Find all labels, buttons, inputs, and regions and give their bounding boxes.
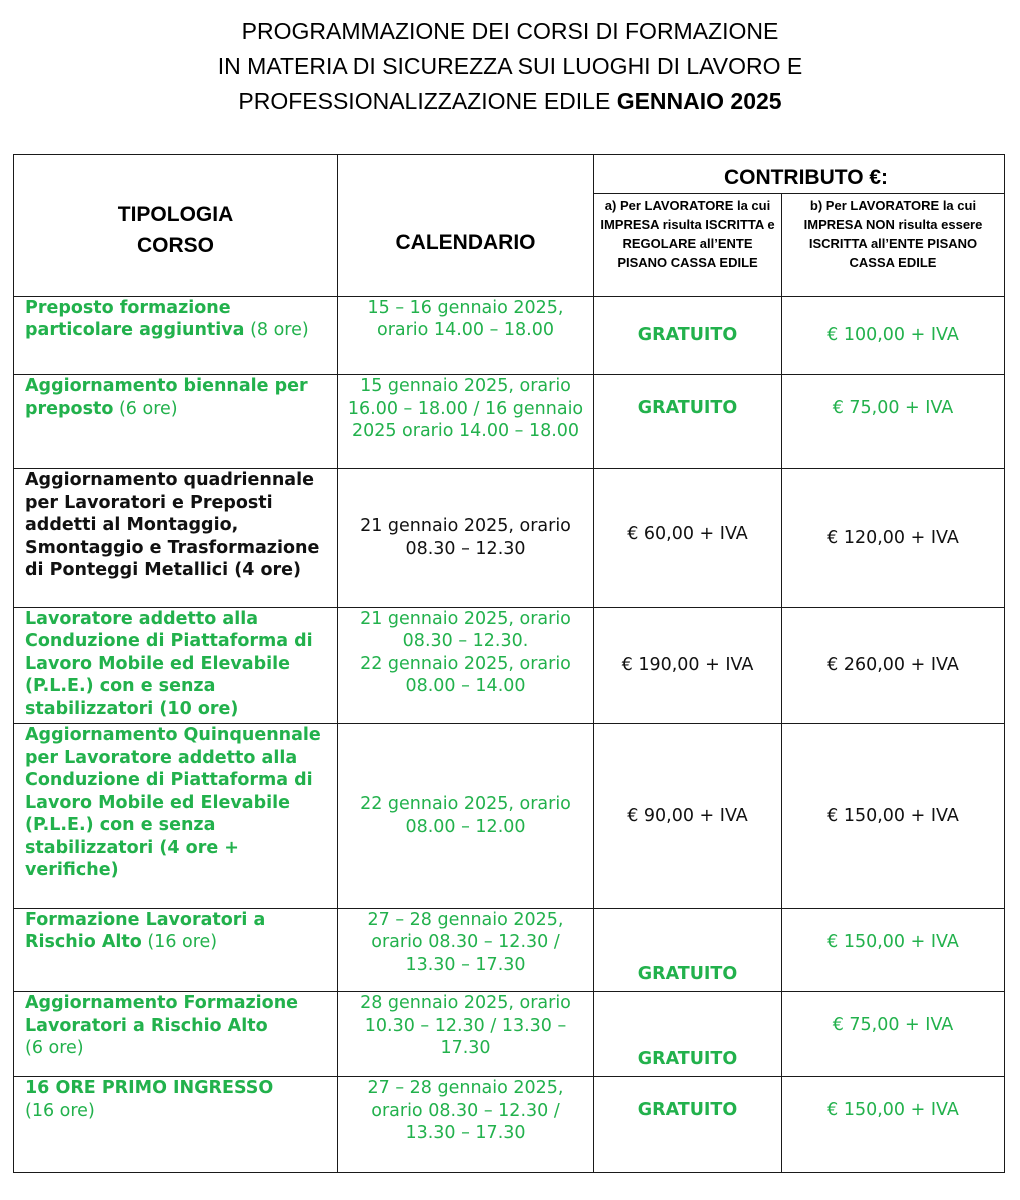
course-calendar: 28 gennaio 2025, orario 10.30 – 12.30 / 13.30 – 17.30 bbox=[338, 992, 594, 1077]
header-col-b: b) Per LAVORATORE la cui IMPRESA NON risulta essere ISCRITTA all’ENTE PISANO CASSA EDILE bbox=[782, 193, 1005, 296]
price-b: € 100,00 + IVA bbox=[782, 296, 1005, 375]
title-line-3-normal: PROFESSIONALIZZAZIONE EDILE bbox=[238, 88, 611, 114]
header-tipologia bbox=[14, 155, 338, 297]
title-line-1: PROGRAMMAZIONE DEI CORSI DI FORMAZIONE bbox=[241, 18, 779, 44]
course-duration: (16 ore) bbox=[147, 932, 218, 953]
course-name bbox=[14, 908, 338, 992]
course-calendar: 27 – 28 gennaio 2025, orario 08.30 – 12.30 / 13.30 – 17.30 bbox=[338, 908, 594, 992]
course-name bbox=[14, 1077, 338, 1173]
table-row bbox=[14, 607, 1005, 723]
header-row-top bbox=[14, 155, 1005, 194]
course-calendar: 15 gennaio 2025, orario 16.00 – 18.00 / 16 gennaio 2025 orario 14.00 – 18.00 bbox=[338, 375, 594, 469]
header-contributo: CONTRIBUTO €: bbox=[594, 155, 1005, 194]
course-calendar-line1: 21 gennaio 2025, orario 08.30 – 12.30. bbox=[360, 608, 571, 652]
course-duration: (8 ore) bbox=[250, 320, 309, 341]
price-b: € 150,00 + IVA bbox=[782, 1077, 1005, 1173]
course-name bbox=[14, 992, 338, 1077]
price-a: GRATUITO bbox=[594, 992, 782, 1077]
header-calendario: CALENDARIO bbox=[338, 155, 594, 297]
course-calendar: 22 gennaio 2025, orario 08.00 – 12.00 bbox=[338, 724, 594, 909]
price-a: GRATUITO bbox=[594, 1077, 782, 1173]
title-line-3 bbox=[0, 84, 1020, 119]
course-title: Lavoratore addetto alla Conduzione di Piattaforma di Lavoro Mobile ed Elevabile (P.L.E.) con e senza stabilizzatori (10 ore) bbox=[25, 608, 313, 719]
price-a: € 60,00 + IVA bbox=[594, 469, 782, 608]
course-duration: (16 ore) bbox=[25, 1100, 95, 1121]
courses-table bbox=[13, 154, 1005, 1173]
header-tipologia-line1: TIPOLOGIA bbox=[117, 203, 234, 227]
header-tipologia-line2: CORSO bbox=[136, 234, 214, 258]
price-b: € 150,00 + IVA bbox=[782, 908, 1005, 992]
price-b: € 120,00 + IVA bbox=[782, 469, 1005, 608]
course-title: Aggiornamento Formazione Lavoratori a Rischio Alto bbox=[25, 993, 299, 1036]
course-calendar-line2: 22 gennaio 2025, orario 08.00 – 14.00 bbox=[360, 653, 571, 697]
course-title: Aggiornamento Quinquennale per Lavoratore addetto alla Conduzione di Piattaforma di Lavoro Mobile ed Elevabile (P.L.E.) con e senza stabilizzatori (4 ore + verifiche) bbox=[25, 725, 321, 881]
course-title: Formazione Lavoratori a Rischio Alto bbox=[25, 909, 266, 953]
price-a: € 90,00 + IVA bbox=[594, 724, 782, 909]
course-name bbox=[14, 375, 338, 469]
table-row bbox=[14, 724, 1005, 909]
table-row bbox=[14, 375, 1005, 469]
header-col-a: a) Per LAVORATORE la cui IMPRESA risulta ISCRITTA e REGOLARE all’ENTE PISANO CASSA EDILE bbox=[594, 193, 782, 296]
table-row bbox=[14, 1077, 1005, 1173]
price-a: € 190,00 + IVA bbox=[594, 607, 782, 723]
document-title bbox=[0, 14, 1020, 119]
course-name bbox=[14, 296, 338, 375]
title-line-2: IN MATERIA DI SICUREZZA SUI LUOGHI DI LAVORO E bbox=[217, 53, 803, 79]
course-title: Aggiornamento biennale per preposto bbox=[25, 376, 308, 419]
course-calendar bbox=[338, 607, 594, 723]
course-calendar: 21 gennaio 2025, orario 08.30 – 12.30 bbox=[338, 469, 594, 608]
price-b: € 260,00 + IVA bbox=[782, 607, 1005, 723]
price-a: GRATUITO bbox=[594, 908, 782, 992]
table-row bbox=[14, 296, 1005, 375]
table-row bbox=[14, 992, 1005, 1077]
price-b: € 75,00 + IVA bbox=[782, 375, 1005, 469]
course-title: 16 ORE PRIMO INGRESSO bbox=[25, 1078, 274, 1099]
price-a: GRATUITO bbox=[594, 375, 782, 469]
course-title: Aggiornamento quadriennale per Lavoratori e Preposti addetti al Montaggio, Smontaggio e Trasformazione di Ponteggi Metallici (4 ore) bbox=[25, 470, 320, 581]
course-title: Preposto formazione particolare aggiuntiva bbox=[25, 297, 245, 341]
course-name bbox=[14, 607, 338, 723]
course-name bbox=[14, 724, 338, 909]
course-name bbox=[14, 469, 338, 608]
title-date: GENNAIO 2025 bbox=[616, 88, 782, 114]
price-b: € 75,00 + IVA bbox=[782, 992, 1005, 1077]
course-duration: (6 ore) bbox=[118, 398, 178, 419]
price-a: GRATUITO bbox=[594, 296, 782, 375]
course-duration: (6 ore) bbox=[25, 1038, 84, 1059]
table-row bbox=[14, 908, 1005, 992]
course-calendar: 27 – 28 gennaio 2025, orario 08.30 – 12.30 / 13.30 – 17.30 bbox=[338, 1077, 594, 1173]
course-calendar: 15 – 16 gennaio 2025, orario 14.00 – 18.00 bbox=[338, 296, 594, 375]
price-b: € 150,00 + IVA bbox=[782, 724, 1005, 909]
table-row bbox=[14, 469, 1005, 608]
